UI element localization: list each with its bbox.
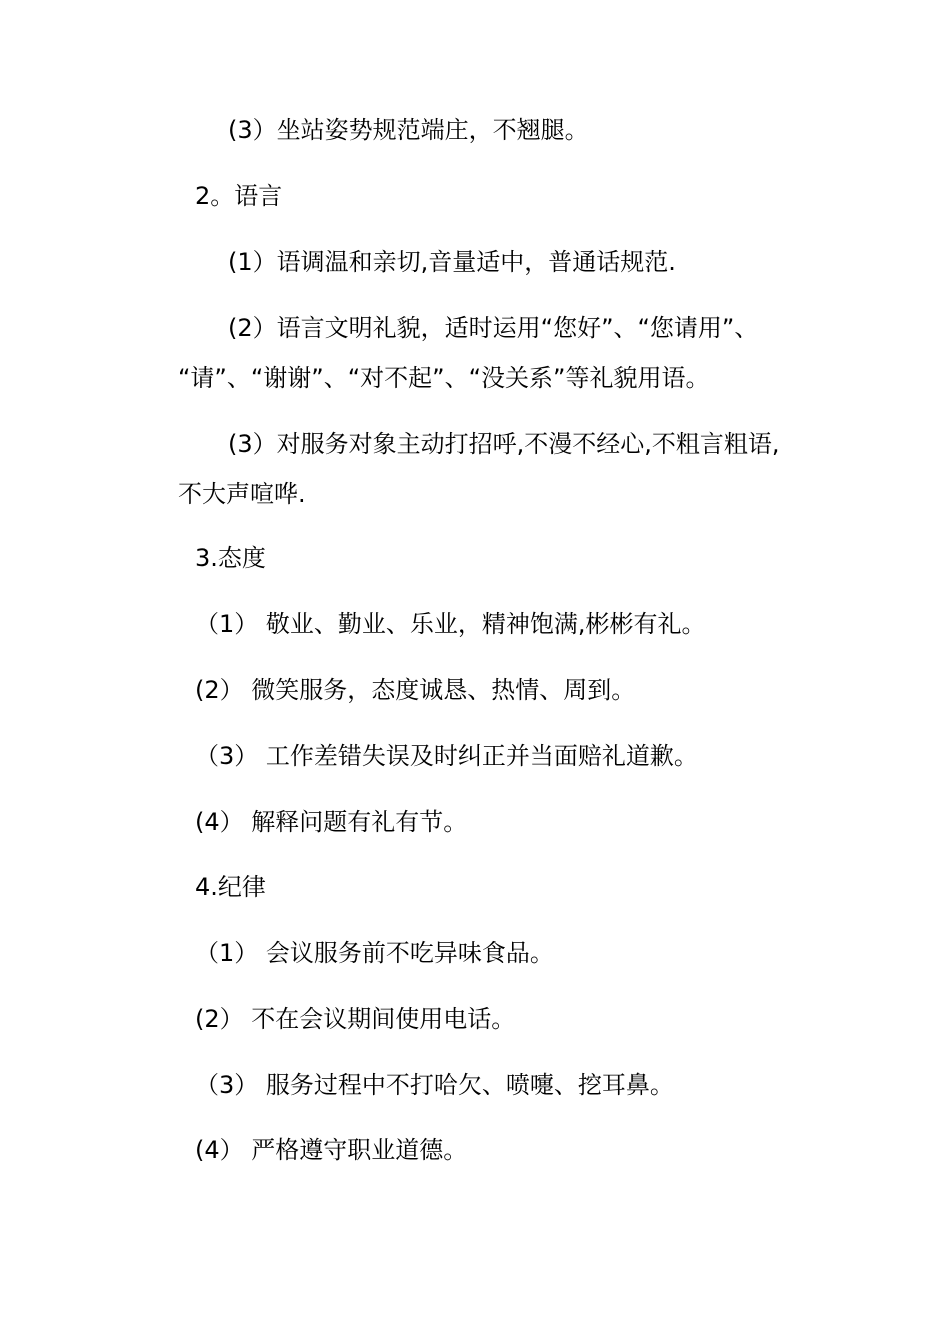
clause-language-2: (2）语言文明礼貌，适时运用“您好”、“您请用”、 bbox=[228, 314, 759, 342]
clause-language-3-cont: 不大声喧哗. bbox=[178, 480, 306, 508]
section-heading-attitude: 3.态度 bbox=[195, 544, 266, 572]
clause-language-2-cont: “请”、“谢谢”、“对不起”、“没关系”等礼貌用语。 bbox=[178, 364, 710, 392]
section-heading-language: 2。语言 bbox=[195, 182, 283, 210]
clause-sit-stand: (3）坐站姿势规范端庄，不翘腿。 bbox=[228, 116, 589, 144]
clause-discipline-4: (4） 严格遵守职业道德。 bbox=[195, 1136, 468, 1164]
clause-attitude-4: (4） 解释问题有礼有节。 bbox=[195, 808, 468, 836]
clause-attitude-2: (2） 微笑服务，态度诚恳、热情、周到。 bbox=[195, 676, 636, 704]
clause-language-3: (3）对服务对象主动打招呼,不漫不经心,不粗言粗语, bbox=[228, 430, 780, 458]
clause-language-1: (1）语调温和亲切,音量适中，普通话规范. bbox=[228, 248, 676, 276]
clause-attitude-3: （3） 工作差错失误及时纠正并当面赔礼道歉。 bbox=[195, 742, 698, 770]
clause-discipline-3: （3） 服务过程中不打哈欠、喷嚏、挖耳鼻。 bbox=[195, 1071, 674, 1099]
clause-discipline-1: （1） 会议服务前不吃异味食品。 bbox=[195, 939, 554, 967]
section-heading-discipline: 4.纪律 bbox=[195, 873, 266, 901]
clause-attitude-1: （1） 敬业、勤业、乐业，精神饱满,彬彬有礼。 bbox=[195, 610, 706, 638]
clause-discipline-2: (2） 不在会议期间使用电话。 bbox=[195, 1005, 516, 1033]
